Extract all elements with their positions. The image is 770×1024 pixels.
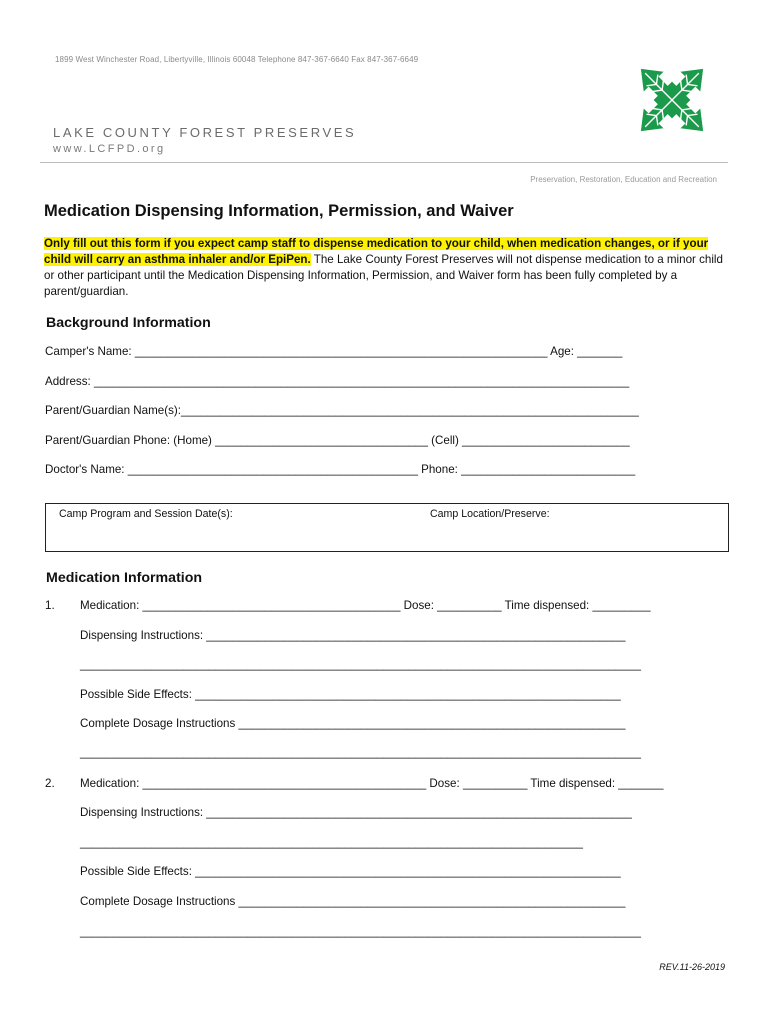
blank-line[interactable]: _______________________________________________________________________________________	[80, 925, 641, 938]
intro-paragraph	[44, 236, 730, 300]
medication-field[interactable]: Medication: ________________________________________ Dose: __________ Time dispensed: _________	[80, 599, 651, 612]
blank-line[interactable]: _______________________________________________________________________________________	[80, 658, 641, 671]
blank-line[interactable]: _______________________________________________________________________________________	[80, 746, 641, 759]
page-title: Medication Dispensing Information, Permission, and Waiver	[44, 202, 514, 220]
lcfpd-leaf-logo-icon	[626, 54, 718, 146]
address-line: 1899 West Winchester Road, Libertyville, Illinois 60048 Telephone 847-367-6640 Fax 847-367-6649	[55, 55, 419, 64]
blank-line[interactable]: ______________________________________________________________________________	[80, 836, 583, 849]
dispensing-field[interactable]: Dispensing Instructions: _________________________________________________________________	[80, 629, 626, 642]
medication-field[interactable]: Medication: ____________________________________________ Dose: __________ Time dispensed: _______	[80, 777, 664, 790]
doctor-field[interactable]: Doctor's Name: _____________________________________________ Phone: ___________________________	[45, 463, 636, 476]
camp-location-label[interactable]: Camp Location/Preserve:	[430, 508, 550, 520]
med-number: 1.	[45, 599, 55, 612]
intro-body: The Lake County Forest Preserves will not dispense medication to a minor child or other participant until the Medication Dispensing Information, Permission, and Waiver form has been fully completed by a parent/guardian.	[44, 253, 723, 298]
tagline: Preservation, Restoration, Education and Recreation	[530, 175, 717, 184]
intro-highlight: Only fill out this form if you expect camp staff to dispense medication to your child, when medication changes, or if your child will carry an asthma inhaler and/or EpiPen.	[44, 237, 709, 266]
side-effects-field[interactable]: Possible Side Effects: __________________________________________________________________	[80, 688, 621, 701]
organization-name: LAKE COUNTY FOREST PRESERVES	[53, 125, 357, 140]
med-number: 2.	[45, 777, 55, 790]
website-link[interactable]: www.LCFPD.org	[53, 143, 166, 155]
dispensing-field[interactable]: Dispensing Instructions: __________________________________________________________________	[80, 806, 632, 819]
background-heading: Background Information	[46, 315, 211, 331]
address-field[interactable]: Address: ___________________________________________________________________________________	[45, 375, 630, 388]
camper-name-field[interactable]: Camper's Name: ________________________________________________________________ Age: _______	[45, 345, 623, 358]
dosage-field[interactable]: Complete Dosage Instructions ____________________________________________________________	[80, 895, 626, 908]
dosage-field[interactable]: Complete Dosage Instructions ____________________________________________________________	[80, 717, 626, 730]
side-effects-field[interactable]: Possible Side Effects: __________________________________________________________________	[80, 865, 621, 878]
medication-heading: Medication Information	[46, 570, 203, 586]
revision-date: REV.11-26-2019	[659, 962, 725, 972]
header-divider	[40, 162, 728, 163]
camp-program-label[interactable]: Camp Program and Session Date(s):	[59, 508, 233, 520]
parent-phone-field[interactable]: Parent/Guardian Phone: (Home) _________________________________ (Cell) __________________________	[45, 434, 630, 447]
parent-name-field[interactable]: Parent/Guardian Name(s):_______________________________________________________________________	[45, 404, 639, 417]
